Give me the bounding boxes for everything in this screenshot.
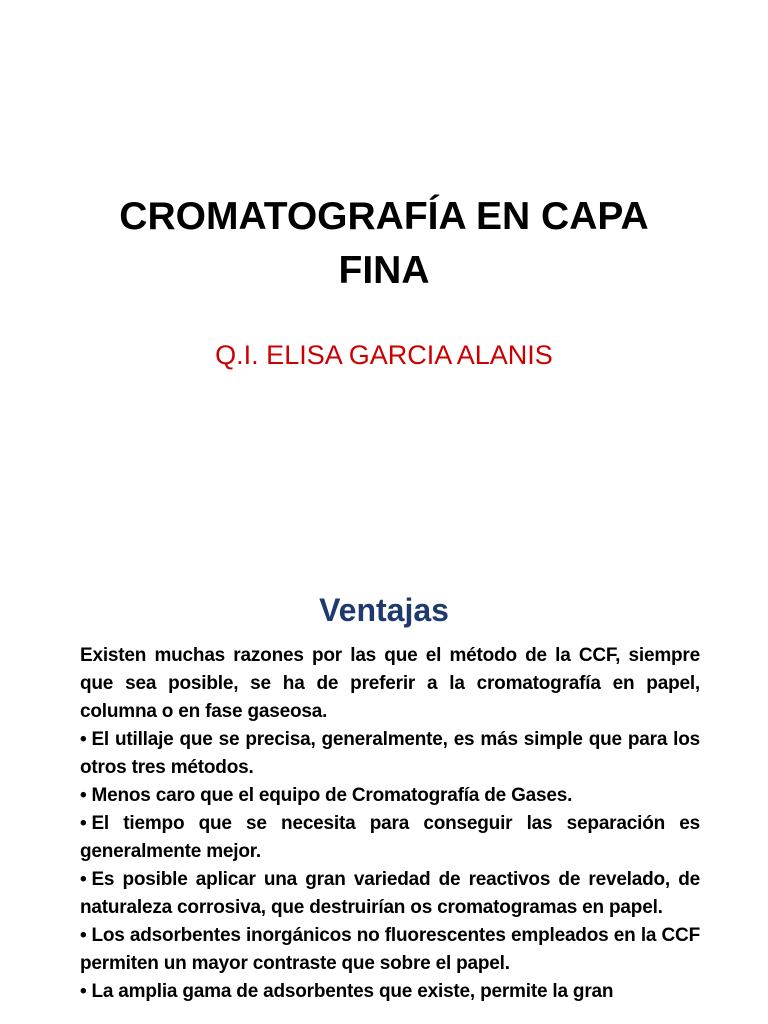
slide-title-line-1: CROMATOGRAFÍA EN CAPA — [119, 195, 649, 238]
bullet-item — [80, 810, 700, 866]
slide-author: Q.I. ELISA GARCIA ALANIS — [215, 340, 553, 370]
bullet-text: El utillaje que se precisa, generalmente, es más simple que para los otros tres métodos. — [80, 729, 700, 778]
slide-title — [60, 190, 708, 298]
bullet-text: Menos caro que el equipo de Cromatografía de Gases. — [91, 785, 573, 806]
slide-title-line-2: FINA — [338, 249, 430, 292]
body-text — [80, 642, 700, 1006]
bullet-item — [80, 782, 700, 810]
bullet-item — [80, 726, 700, 782]
intro-paragraph: Existen muchas razones por las que el método de la CCF, siempre que sea posible, se ha de preferir a la cromatografía en papel, columna o en fase gaseosa. — [80, 645, 700, 722]
bullet-icon: • — [80, 729, 87, 750]
bullet-icon: • — [80, 785, 87, 806]
bullet-icon: • — [80, 869, 87, 890]
bullet-text: El tiempo que se necesita para conseguir las separación es generalmente mejor. — [80, 813, 700, 862]
section-heading: Ventajas — [319, 592, 449, 628]
bullet-icon: • — [80, 981, 87, 1002]
bullet-text: Es posible aplicar una gran variedad de reactivos de revelado, de naturaleza corrosiva, que destruirían os cromatogramas en papel. — [80, 869, 700, 918]
bullet-item — [80, 978, 700, 1006]
bullet-text: La amplia gama de adsorbentes que existe, permite la gran — [91, 981, 614, 1002]
bullet-item — [80, 922, 700, 978]
bullet-item — [80, 866, 700, 922]
bullet-icon: • — [80, 925, 87, 946]
bullet-text: Los adsorbentes inorgánicos no fluorescentes empleados en la CCF permiten un mayor contraste que sobre el papel. — [80, 925, 700, 974]
bullet-icon: • — [80, 813, 87, 834]
